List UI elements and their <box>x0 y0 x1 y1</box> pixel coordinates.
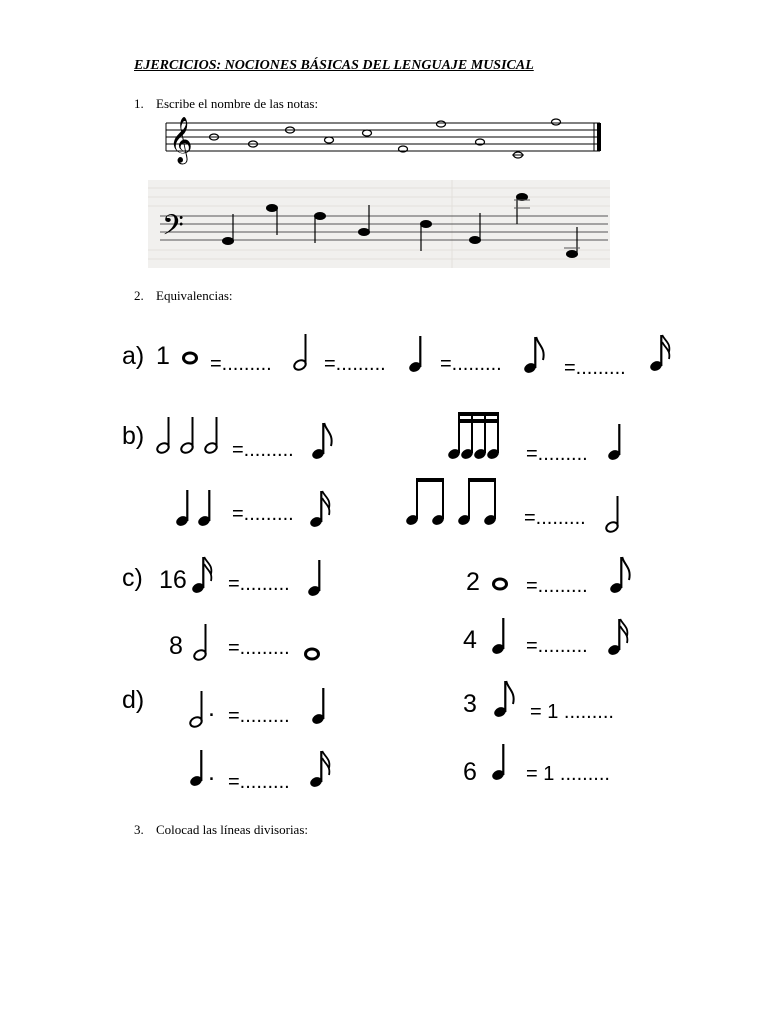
eighth-note-icon <box>308 416 334 462</box>
quarter-note-icon <box>186 744 208 788</box>
section-c-label: c) <box>122 564 143 592</box>
c-blank-2: =......... <box>526 575 588 597</box>
b-blank-2: =......... <box>526 443 588 465</box>
treble-clef-icon: 𝄞 <box>169 117 193 163</box>
quarter-note-icon <box>308 682 330 726</box>
sixteenth-note-icon <box>646 326 672 374</box>
half-note-icon <box>190 610 214 662</box>
c-count-four: 4 <box>463 626 477 654</box>
a-blank-4: =......... <box>564 357 626 379</box>
half-note-icon <box>153 404 177 456</box>
whole-note-icon <box>302 644 322 664</box>
half-note-icon <box>201 404 225 456</box>
section-b-label: b) <box>122 422 145 450</box>
d-blank-2: = 1 ......... <box>530 701 614 723</box>
question-2-text: Equivalencias: <box>156 288 233 303</box>
eighth-note-icon <box>490 674 516 720</box>
c-blank-3: =......... <box>228 637 290 659</box>
d-count-three: 3 <box>463 690 477 718</box>
c-count-sixteen: 16 <box>159 566 187 594</box>
sixteenth-note-icon <box>306 482 332 530</box>
quarter-note-icon <box>172 484 194 528</box>
quarter-note-icon <box>405 330 427 374</box>
d-blank-1: =......... <box>228 705 290 727</box>
a-blank-1: =......... <box>210 353 272 375</box>
dot-symbol: . <box>208 694 215 722</box>
worksheet-title: EJERCICIOS: NOCIONES BÁSICAS DEL LENGUAJE MUSICAL <box>134 58 534 73</box>
question-3-number: 3. <box>134 822 144 837</box>
eighth-note-group-icon <box>400 474 510 530</box>
question-3-text: Colocad las líneas divisorias: <box>156 822 309 837</box>
eighth-note-icon <box>606 550 632 596</box>
whole-note-icon <box>490 574 510 594</box>
question-1-number: 1. <box>134 96 144 111</box>
d-blank-3: =......... <box>228 771 290 793</box>
half-note-icon <box>602 482 626 534</box>
bass-clef-icon: 𝄢 <box>162 209 184 249</box>
d-blank-4: = 1 ......... <box>526 763 610 785</box>
sixteenth-note-icon <box>188 548 214 596</box>
eighth-note-icon <box>520 330 546 376</box>
quarter-note-icon <box>488 738 510 782</box>
a-count-one: 1 <box>156 342 170 370</box>
c-count-eight: 8 <box>169 632 183 660</box>
quarter-note-icon <box>304 554 326 598</box>
bass-staff <box>148 180 610 268</box>
sixteenth-note-icon <box>604 610 630 658</box>
section-a-label: a) <box>122 342 145 370</box>
whole-note-icon <box>180 348 200 368</box>
half-note-icon <box>177 404 201 456</box>
quarter-note-icon <box>194 484 216 528</box>
question-2-number: 2. <box>134 288 144 303</box>
sixteenth-note-group-icon <box>444 410 508 464</box>
section-d-label: d) <box>122 686 145 714</box>
a-blank-3: =......... <box>440 353 502 375</box>
sixteenth-note-icon <box>306 742 332 790</box>
quarter-note-icon <box>488 612 510 656</box>
dot-symbol: . <box>208 758 215 786</box>
c-count-two: 2 <box>466 568 480 596</box>
b-blank-1: =......... <box>232 439 294 461</box>
question-1-text: Escribe el nombre de las notas: <box>156 96 319 111</box>
b-blank-3: =......... <box>232 503 294 525</box>
half-note-icon <box>290 320 314 372</box>
d-count-six: 6 <box>463 758 477 786</box>
c-blank-1: =......... <box>228 573 290 595</box>
half-note-icon <box>186 680 210 732</box>
quarter-note-icon <box>604 418 626 462</box>
treble-staff <box>160 112 610 162</box>
b-blank-4: =......... <box>524 507 586 529</box>
a-blank-2: =......... <box>324 353 386 375</box>
c-blank-4: =......... <box>526 635 588 657</box>
